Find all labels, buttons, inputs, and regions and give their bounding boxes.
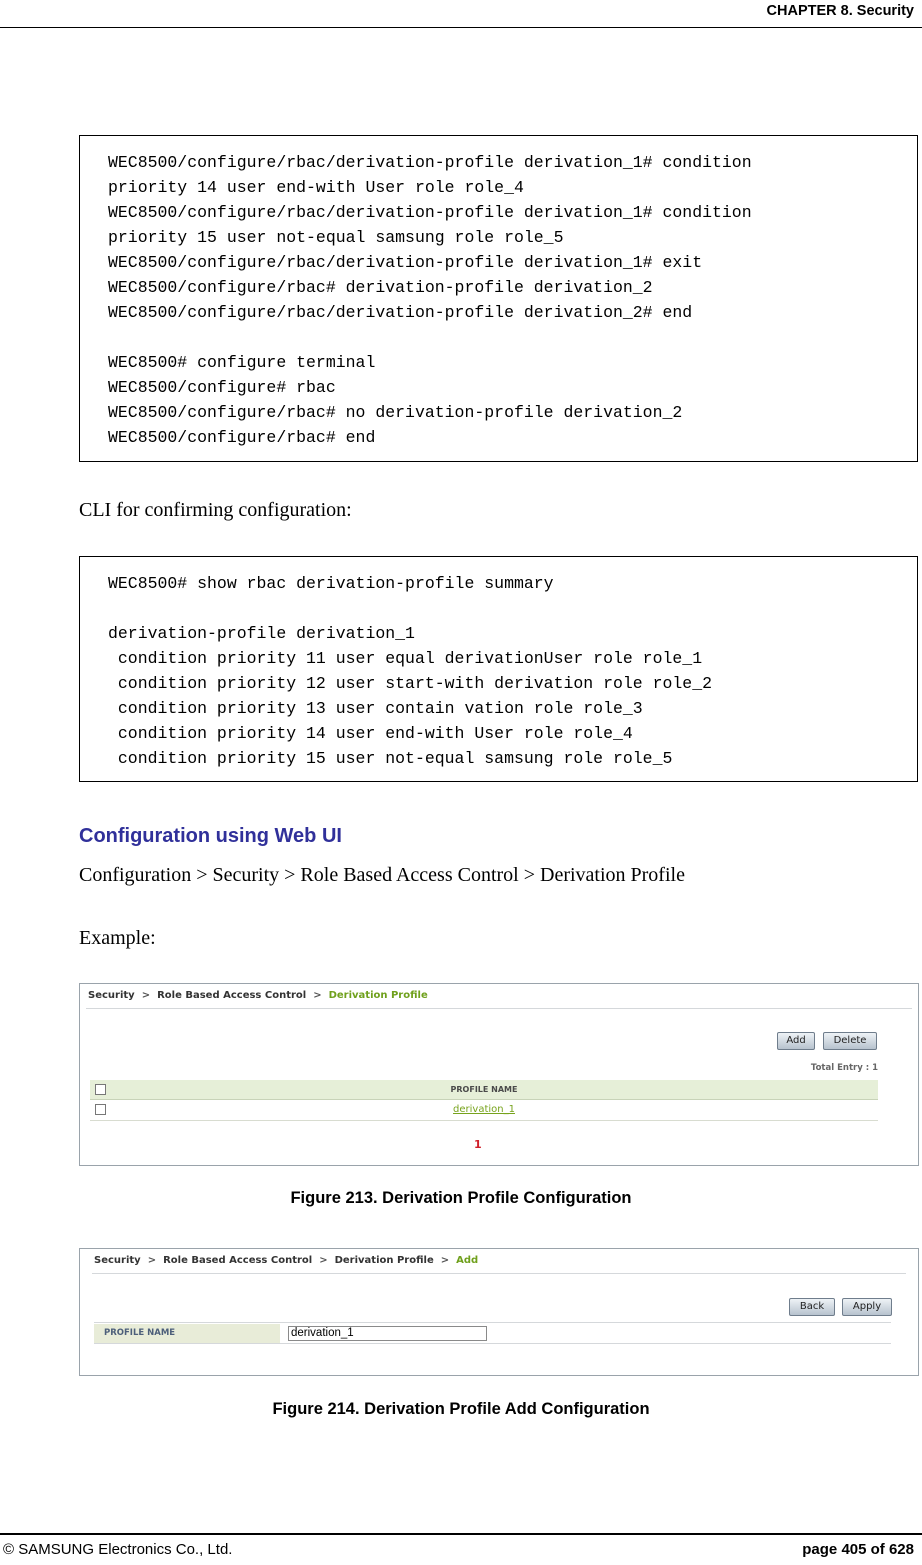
code-line: WEC8500/configure/rbac# no derivation-profile derivation_2: [108, 403, 683, 422]
code-line: condition priority 15 user not-equal samsung role role_5: [108, 749, 673, 768]
breadcrumb-security[interactable]: Security: [88, 990, 135, 1001]
code-line: derivation-profile derivation_1: [108, 624, 415, 643]
form-divider: [94, 1343, 891, 1344]
code-line: WEC8500/configure/rbac# derivation-profile derivation_2: [108, 278, 653, 297]
cli-code-block-2: [79, 556, 918, 782]
profile-name-input[interactable]: derivation_1: [288, 1326, 487, 1341]
code-line: WEC8500# configure terminal: [108, 353, 376, 372]
profile-name-link[interactable]: derivation_1: [453, 1104, 515, 1115]
code-line: WEC8500/configure/rbac/derivation-profile derivation_2# end: [108, 303, 693, 322]
breadcrumb-separator: >: [313, 990, 322, 1001]
code-line: condition priority 14 user end-with User role role_4: [108, 724, 633, 743]
total-entry-count: Total Entry : 1: [810, 1063, 878, 1073]
code-line: [108, 596, 917, 621]
breadcrumb-separator: >: [440, 1255, 450, 1266]
code-line: condition priority 12 user start-with derivation role role_2: [108, 674, 712, 693]
code-line: condition priority 13 user contain vation role role_3: [108, 699, 643, 718]
figure-213-caption: Figure 213. Derivation Profile Configuration: [290, 1189, 632, 1207]
copyright: © SAMSUNG Electronics Co., Ltd.: [3, 1541, 233, 1558]
code-line: [108, 325, 917, 350]
example-label: Example:: [79, 927, 156, 949]
table-header: [90, 1080, 878, 1100]
section-heading: Configuration using Web UI: [79, 825, 342, 847]
breadcrumb-derivation-profile[interactable]: Derivation Profile: [334, 1255, 434, 1266]
breadcrumb-current: Derivation Profile: [328, 990, 428, 1001]
derivation-profile-add-screenshot: [79, 1248, 919, 1376]
cli-confirm-label: CLI for confirming configuration:: [79, 499, 352, 521]
add-button[interactable]: Add: [777, 1032, 815, 1050]
breadcrumb-separator: >: [141, 990, 151, 1001]
page-number: page 405 of 628: [802, 1541, 914, 1558]
pagination-page[interactable]: 1: [474, 1138, 482, 1151]
breadcrumb-separator: >: [147, 1255, 157, 1266]
code-line: WEC8500# show rbac derivation-profile summary: [108, 574, 554, 593]
cli-code-block-1: [79, 135, 918, 462]
select-all-checkbox[interactable]: [95, 1084, 106, 1095]
table-row: [90, 1100, 878, 1121]
code-line: priority 14 user end-with User role role_4: [108, 178, 524, 197]
row-checkbox[interactable]: [95, 1104, 106, 1115]
column-header-profile-name: PROFILE NAME: [450, 1085, 518, 1094]
delete-button[interactable]: Delete: [823, 1032, 877, 1050]
chapter-title: CHAPTER 8. Security: [766, 3, 914, 19]
breadcrumb: [86, 984, 912, 1009]
derivation-profile-list-screenshot: [79, 983, 919, 1166]
form-divider: [94, 1322, 891, 1323]
breadcrumb-separator: >: [319, 1255, 328, 1266]
navigation-path: Configuration > Security > Role Based Access Control > Derivation Profile: [79, 864, 685, 886]
breadcrumb-rbac[interactable]: Role Based Access Control: [157, 990, 307, 1001]
code-line: WEC8500/configure/rbac/derivation-profile derivation_1# condition: [108, 153, 752, 172]
figure-214-caption: Figure 214. Derivation Profile Add Configuration: [272, 1400, 650, 1418]
code-line: condition priority 11 user equal derivationUser role role_1: [108, 649, 703, 668]
breadcrumb-security[interactable]: Security: [94, 1255, 141, 1266]
code-line: WEC8500/configure# rbac: [108, 378, 336, 397]
code-line: WEC8500/configure/rbac/derivation-profile derivation_1# exit: [108, 253, 703, 272]
profile-name-label: PROFILE NAME: [94, 1324, 280, 1343]
footer-divider: [0, 1533, 922, 1535]
header-divider: [0, 27, 922, 28]
breadcrumb: [92, 1249, 906, 1274]
code-line: WEC8500/configure/rbac/derivation-profile derivation_1# condition: [108, 203, 752, 222]
apply-button[interactable]: Apply: [842, 1298, 892, 1316]
code-line: priority 15 user not-equal samsung role role_5: [108, 228, 564, 247]
code-line: WEC8500/configure/rbac# end: [108, 428, 376, 447]
back-button[interactable]: Back: [789, 1298, 835, 1316]
breadcrumb-rbac[interactable]: Role Based Access Control: [163, 1255, 313, 1266]
breadcrumb-current: Add: [456, 1255, 479, 1266]
